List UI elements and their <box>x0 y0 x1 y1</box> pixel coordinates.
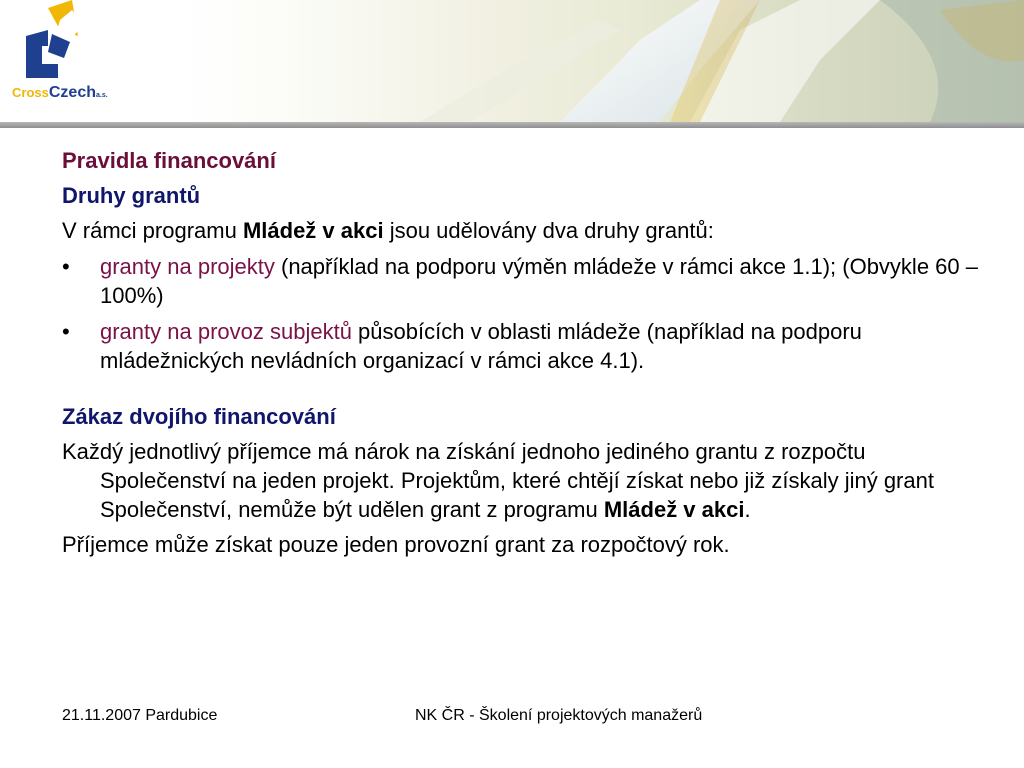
para1-program-name: Mládež v akci <box>603 497 745 522</box>
para1-text: Každý jednotlivý příjemce má nárok na získání jednoho jediného grantu z rozpočtu Společenství na jeden projekt. Projektům, které chtějí získat nebo již získaly jiný grant Společenství, nemůže být udělen grant z programu <box>62 439 934 522</box>
logo-name-part1: Cross <box>12 85 49 100</box>
logo <box>0 0 128 122</box>
spacer <box>62 375 982 396</box>
bullet-marker: • <box>62 319 70 344</box>
operating-grant-paragraph: Příjemce může získat pouze jeden provozní grant za rozpočtový rok. <box>62 532 730 557</box>
header-banner <box>0 0 1024 122</box>
intro-paragraph <box>62 216 982 245</box>
intro-post: jsou udělovány dva druhy grantů: <box>383 218 714 243</box>
bullet-accent: granty na projekty <box>100 254 275 279</box>
footer-date-place: 21.11.2007 Pardubice <box>62 707 218 724</box>
bullet-marker: • <box>62 254 70 279</box>
bullet-accent: granty na provoz subjektů <box>100 319 352 344</box>
bullet-text: působících v oblasti mládeže (například na podporu mládežnických nevládních organizací v rámci akce 4.1). <box>100 319 862 373</box>
double-funding-paragraph <box>62 437 982 524</box>
logo-name-part2: Czech <box>48 84 96 101</box>
bullet-text: (například na podporu výměn mládeže v rámci akce 1.1); (Obvykle 60 – 100%) <box>100 254 978 308</box>
footer-event: NK ČR - Školení projektových manažerů <box>415 707 703 724</box>
intro-pre: V rámci programu <box>62 218 243 243</box>
header-rule <box>0 122 1024 128</box>
section-heading-double-funding: Zákaz dvojího financování <box>62 404 336 429</box>
slide-title: Pravidla financování <box>62 148 276 173</box>
section-heading-grant-types: Druhy grantů <box>62 183 201 208</box>
intro-program-name: Mládež v akci <box>242 218 384 243</box>
slide-content <box>62 146 982 559</box>
logo-text <box>12 84 108 102</box>
crossczech-logo-icon <box>0 0 128 84</box>
logo-name-suffix: a.s. <box>95 92 108 99</box>
bullet-item <box>62 252 982 310</box>
para1-end: . <box>744 497 751 522</box>
bullet-item <box>62 317 982 375</box>
header-decoration <box>0 0 1024 122</box>
